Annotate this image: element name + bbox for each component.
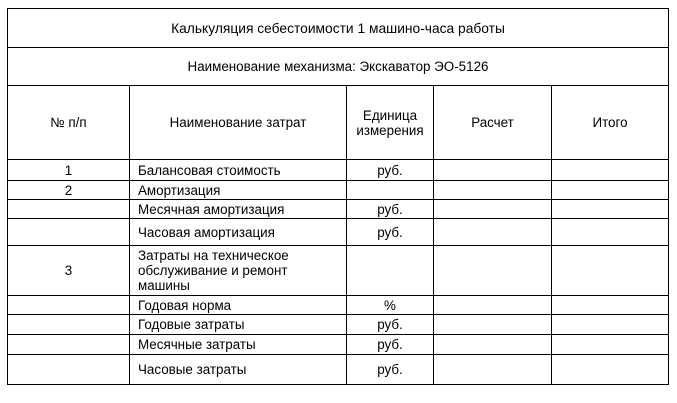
- row-unit: %: [347, 296, 434, 315]
- row-name: Месячные затраты: [130, 335, 347, 355]
- row-unit: руб.: [347, 355, 434, 385]
- table-row: [8, 181, 669, 200]
- row-calc: [434, 181, 552, 200]
- row-name: Часовая амортизация: [130, 219, 347, 246]
- row-unit: руб.: [347, 219, 434, 246]
- row-num: [8, 335, 130, 355]
- row-num: 3: [8, 246, 130, 296]
- row-num: [8, 315, 130, 335]
- table-row: [8, 160, 669, 181]
- row-total: [552, 219, 669, 246]
- header-total: Итого: [552, 86, 669, 160]
- table-row: [8, 355, 669, 385]
- row-total: [552, 160, 669, 181]
- row-calc: [434, 315, 552, 335]
- row-name: Годовые затраты: [130, 315, 347, 335]
- table-row: [8, 315, 669, 335]
- row-total: [552, 181, 669, 200]
- row-num: [8, 355, 130, 385]
- row-unit: [347, 246, 434, 296]
- row-name: Затраты на техническое обслуживание и ремонт машины: [130, 246, 347, 296]
- row-num: [8, 200, 130, 219]
- row-calc: [434, 219, 552, 246]
- table-row: [8, 200, 669, 219]
- title-row: [8, 9, 669, 48]
- row-name: Амортизация: [130, 181, 347, 200]
- row-num: [8, 219, 130, 246]
- table-row: [8, 335, 669, 355]
- row-calc: [434, 200, 552, 219]
- cost-calculation-table: [7, 8, 669, 385]
- row-total: [552, 335, 669, 355]
- mechanism-row: [8, 48, 669, 86]
- row-total: [552, 315, 669, 335]
- row-calc: [434, 355, 552, 385]
- header-row: [8, 86, 669, 160]
- row-calc: [434, 246, 552, 296]
- row-name: Часовые затраты: [130, 355, 347, 385]
- row-total: [552, 200, 669, 219]
- table-row: [8, 246, 669, 296]
- row-calc: [434, 296, 552, 315]
- row-name: Годовая норма: [130, 296, 347, 315]
- mechanism-name: Наименование механизма: Экскаватор ЭО-5126: [8, 48, 669, 86]
- row-calc: [434, 335, 552, 355]
- header-name: Наименование затрат: [130, 86, 347, 160]
- header-calc: Расчет: [434, 86, 552, 160]
- row-name: Балансовая стоимость: [130, 160, 347, 181]
- table-title: Калькуляция себестоимости 1 машино-часа работы: [8, 9, 669, 48]
- row-unit: руб.: [347, 200, 434, 219]
- row-unit: руб.: [347, 160, 434, 181]
- row-total: [552, 296, 669, 315]
- header-unit: Единица измерения: [347, 86, 434, 160]
- header-num: № п/п: [8, 86, 130, 160]
- row-unit: [347, 181, 434, 200]
- table-row: [8, 296, 669, 315]
- row-total: [552, 246, 669, 296]
- row-num: [8, 296, 130, 315]
- row-unit: руб.: [347, 315, 434, 335]
- row-calc: [434, 160, 552, 181]
- row-name: Месячная амортизация: [130, 200, 347, 219]
- row-num: 1: [8, 160, 130, 181]
- row-unit: руб.: [347, 335, 434, 355]
- row-total: [552, 355, 669, 385]
- row-num: 2: [8, 181, 130, 200]
- table-row: [8, 219, 669, 246]
